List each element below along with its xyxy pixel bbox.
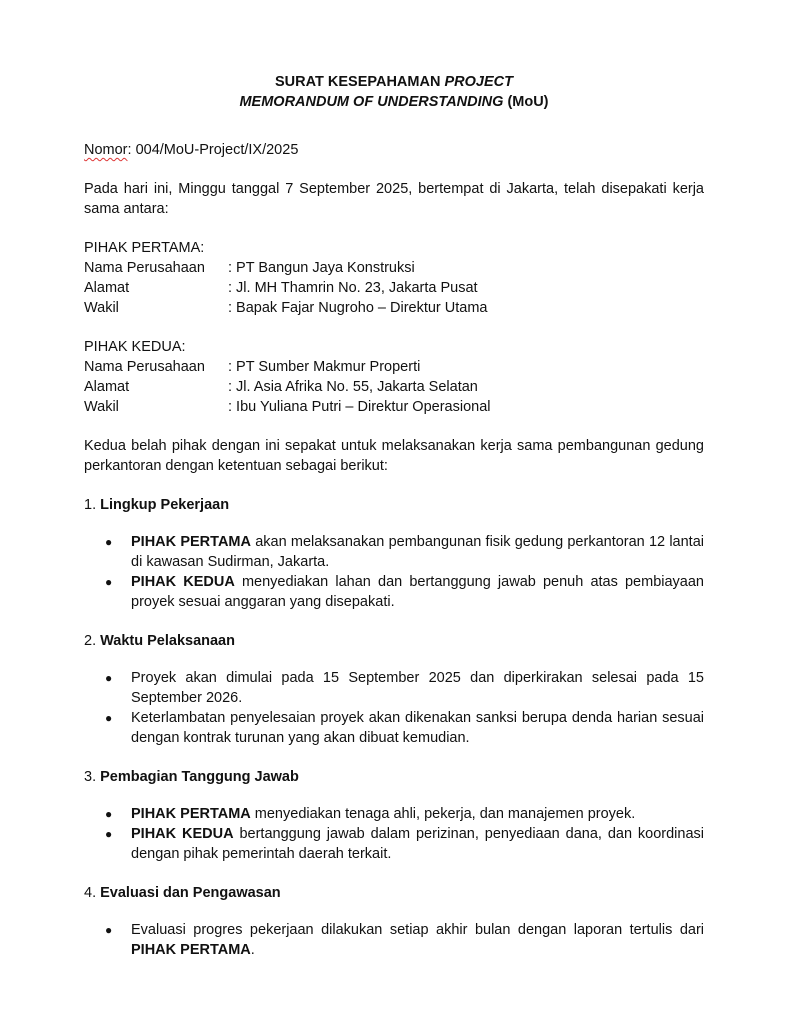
party-emphasis: PIHAK PERTAMA	[131, 534, 251, 550]
list-item	[131, 572, 704, 612]
pihak-kedua-heading: PIHAK KEDUA:	[84, 339, 186, 355]
bullet-list	[84, 920, 704, 960]
pihak-pertama-row	[84, 298, 704, 318]
section-lingkup-pekerjaan	[84, 495, 704, 612]
list-item-text: bertanggung jawab dalam perizinan, penyediaan dana, dan koordinasi dengan pihak pemerintah daerah terkait.	[131, 826, 705, 862]
section-label: Waktu Pelaksanaan	[100, 633, 235, 649]
pihak-pertama-block	[84, 238, 704, 318]
pihak-kedua-row	[84, 377, 704, 397]
pihak-pertama-row	[84, 278, 704, 298]
intro-paragraph: Pada hari ini, Minggu tanggal 7 September 2025, bertempat di Jakarta, telah disepakati kerja sama antara:	[84, 181, 704, 217]
list-item-text: menyediakan lahan dan bertanggung jawab penuh atas pembiayaan proyek sesuai anggaran yang disepakati.	[131, 574, 704, 610]
row-key: Alamat	[84, 280, 130, 296]
section-number: 2.	[84, 633, 101, 649]
title-line-2-plain: (MoU)	[503, 94, 549, 110]
row-key: Wakil	[84, 300, 119, 316]
list-item-text: menyediakan tenaga ahli, pekerja, dan manajemen proyek.	[250, 806, 636, 822]
list-item	[131, 804, 704, 824]
section-waktu-pelaksanaan	[84, 631, 704, 748]
row-key: Alamat	[84, 379, 130, 395]
pihak-kedua-block	[84, 337, 704, 417]
row-key: Wakil	[84, 399, 119, 415]
row-value: : Jl. Asia Afrika No. 55, Jakarta Selatan	[228, 379, 478, 395]
pihak-kedua-row	[84, 357, 704, 377]
agreement-paragraph: Kedua belah pihak dengan ini sepakat untuk melaksanakan kerja sama pembangunan gedung perkantoran dengan ketentuan sebagai berikut:	[84, 438, 704, 474]
row-value: : Ibu Yuliana Putri – Direktur Operasional	[228, 399, 491, 415]
list-item-text: Proyek akan dimulai pada 15 September 2025 dan diperkirakan selesai pada 15 September 2026.	[131, 670, 704, 706]
section-label: Lingkup Pekerjaan	[100, 497, 230, 513]
section-heading	[84, 767, 704, 787]
list-item-text-end: .	[250, 942, 255, 958]
party-emphasis: PIHAK PERTAMA	[131, 806, 251, 822]
pihak-kedua-row	[84, 397, 704, 417]
section-label: Pembagian Tanggung Jawab	[100, 769, 299, 785]
title-line-1-plain: SURAT KESEPAHAMAN	[275, 74, 445, 90]
section-number: 3.	[84, 769, 101, 785]
nomor-value: : 004/MoU-Project/IX/2025	[127, 142, 299, 158]
title-line-2	[84, 92, 704, 112]
party-emphasis: PIHAK KEDUA	[131, 574, 235, 590]
document-number	[84, 140, 704, 160]
section-number: 4.	[84, 885, 101, 901]
title-line-2-italic: MEMORANDUM OF UNDERSTANDING	[239, 94, 504, 110]
row-value: : Jl. MH Thamrin No. 23, Jakarta Pusat	[228, 280, 478, 296]
section-label: Evaluasi dan Pengawasan	[100, 885, 281, 901]
list-item-text: Evaluasi progres pekerjaan dilakukan setiap akhir bulan dengan laporan tertulis dari	[131, 922, 704, 938]
row-key: Nama Perusahaan	[84, 359, 205, 375]
section-number: 1.	[84, 497, 101, 513]
row-value: : Bapak Fajar Nugroho – Direktur Utama	[228, 300, 488, 316]
title-line-1	[84, 72, 704, 92]
bullet-list	[84, 668, 704, 748]
section-heading	[84, 631, 704, 651]
party-emphasis: PIHAK PERTAMA	[131, 942, 251, 958]
list-item	[131, 708, 704, 748]
bullet-list	[84, 804, 704, 864]
section-heading	[84, 883, 704, 903]
nomor-label[interactable]: Nomor	[84, 142, 128, 158]
title-line-1-italic: PROJECT	[444, 74, 513, 90]
list-item	[131, 824, 704, 864]
pihak-pertama-heading: PIHAK PERTAMA:	[84, 240, 205, 256]
document-title	[84, 72, 704, 112]
pihak-pertama-row	[84, 258, 704, 278]
party-emphasis: PIHAK KEDUA	[131, 826, 234, 842]
bullet-list	[84, 532, 704, 612]
section-pembagian-tanggung-jawab	[84, 767, 704, 864]
list-item-text: Keterlambatan penyelesaian proyek akan dikenakan sanksi berupa denda harian sesuai dengan kontrak turunan yang akan dibuat kemudian.	[131, 710, 704, 746]
row-value: : PT Bangun Jaya Konstruksi	[228, 260, 415, 276]
document-page	[84, 72, 704, 960]
row-key: Nama Perusahaan	[84, 260, 205, 276]
list-item	[131, 920, 704, 960]
list-item	[131, 668, 704, 708]
section-heading	[84, 495, 704, 515]
list-item-text: akan melaksanakan pembangunan fisik gedung perkantoran 12 lantai di kawasan Sudirman, Jakarta.	[131, 534, 704, 570]
list-item	[131, 532, 704, 572]
row-value: : PT Sumber Makmur Properti	[228, 359, 421, 375]
section-evaluasi-pengawasan	[84, 883, 704, 960]
